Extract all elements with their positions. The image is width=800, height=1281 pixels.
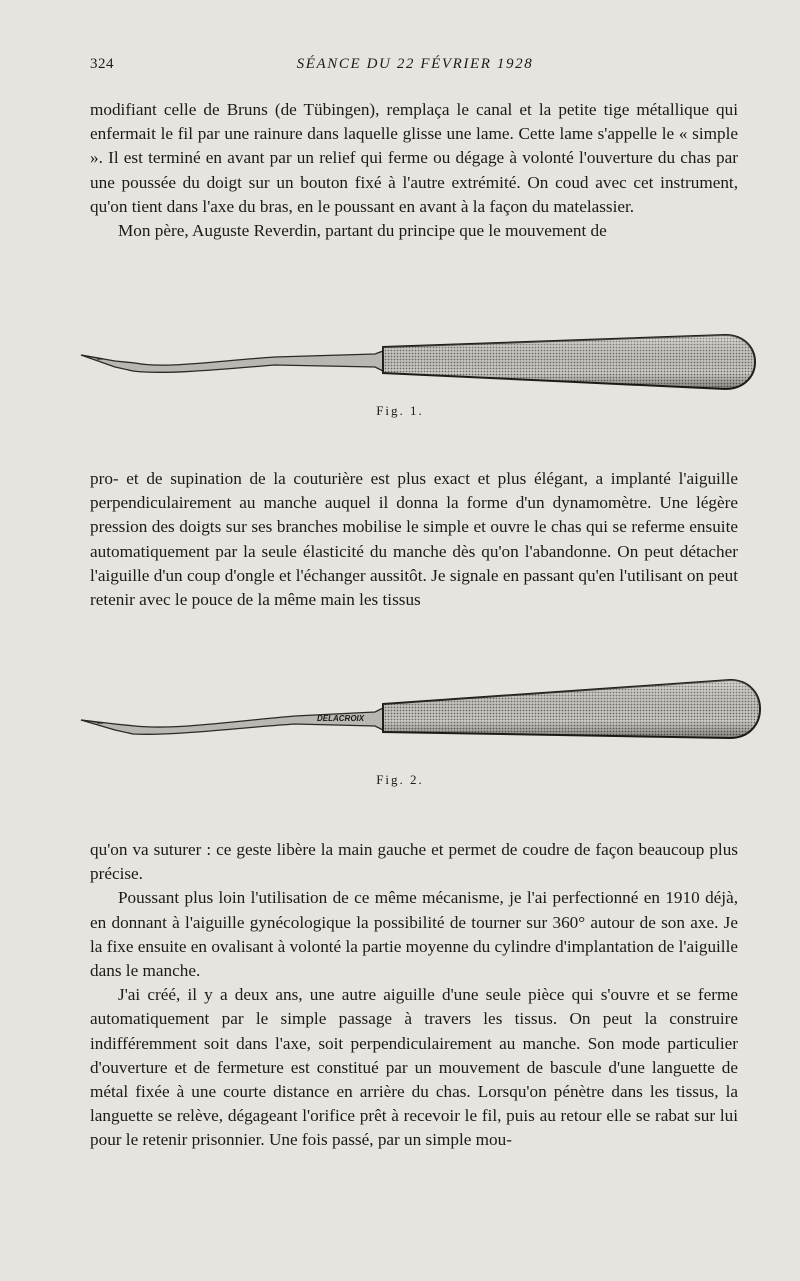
page-header xyxy=(90,56,740,82)
engraved-maker-mark: DELACROIX xyxy=(317,714,365,723)
paragraph: qu'on va suturer : ce geste libère la main gauche et permet de coudre de façon beaucoup plus précise. xyxy=(90,840,738,884)
text-block-bottom xyxy=(90,838,738,1153)
figure-1-caption: Fig. 1. xyxy=(376,403,424,418)
needle-instrument-2 xyxy=(75,670,765,750)
figure-2-caption: Fig. 2. xyxy=(376,772,424,787)
figure-1-illustration xyxy=(75,325,765,405)
running-title: SÉANCE DU 22 FÉVRIER 1928 xyxy=(296,56,534,72)
paragraph: J'ai créé, il y a deux ans, une autre aiguille d'une seule pièce qui s'ouvre et se ferme automatiquement par le simple passage à travers les tissus. On peut la construire indifféremment soit dans l'axe, soit perpendiculairement au manche. Son mode particulier d'ouverture et de fermeture est constitué par un mouvement de bascule d'une languette de métal fixée à une courte distance en arrière du chas. Lorsqu'on pénètre dans les tissus, la languette se relève, dégageant l'orifice prêt à recevoir le fil, puis au retour elle se rabat sur lui pour le retenir prisonnier. Une fois passé, par un simple mou- xyxy=(90,985,738,1150)
paragraph: pro- et de supination de la couturière est plus exact et plus élégant, a implanté l'aiguille perpendiculairement au manche auquel il donna la forme d'un dynamomètre. Une légère pression des doigts sur ses branches mobilise le simple et ouvre le chas qui se referme ensuite automatiquement par la seule élasticité du manche dès qu'on l'abandonne. On peut détacher l'aiguille d'un coup d'ongle et l'échanger aussitôt. Je signale en passant qu'en l'utilisant on peut retenir avec le pouce de la même main les tissus xyxy=(90,469,738,610)
page-number: 324 xyxy=(90,56,114,72)
text-block-middle xyxy=(90,467,738,612)
figure-2-illustration xyxy=(75,670,765,750)
text-block-top xyxy=(90,98,738,243)
paragraph: Mon père, Auguste Reverdin, partant du principe que le mouvement de xyxy=(118,221,607,241)
paragraph: Poussant plus loin l'utilisation de ce même mécanisme, je l'ai perfectionné en 1910 déjà, en donnant à l'aiguille gynécologique la possibilité de tourner sur 360° autour de son axe. Je la fixe ensuite en ovalisant à volonté la partie moyenne du cylindre d'implantation de l'aiguille dans le manche. xyxy=(90,888,738,981)
needle-instrument-1 xyxy=(75,325,765,405)
paragraph: modifiant celle de Bruns (de Tübingen), remplaça le canal et la petite tige métallique qui enfermait le fil par une rainure dans laquelle glisse une lame. Cette lame s'appelle le « simple ». Il est terminé en avant par un relief qui ferme ou dégage à volonté l'ouverture du chas par une poussée du doigt sur un bouton fixé à l'autre extrémité. On coud avec cet instrument, qu'on tient dans l'axe du bras, en le poussant en avant à la façon du matelassier. xyxy=(90,100,738,216)
